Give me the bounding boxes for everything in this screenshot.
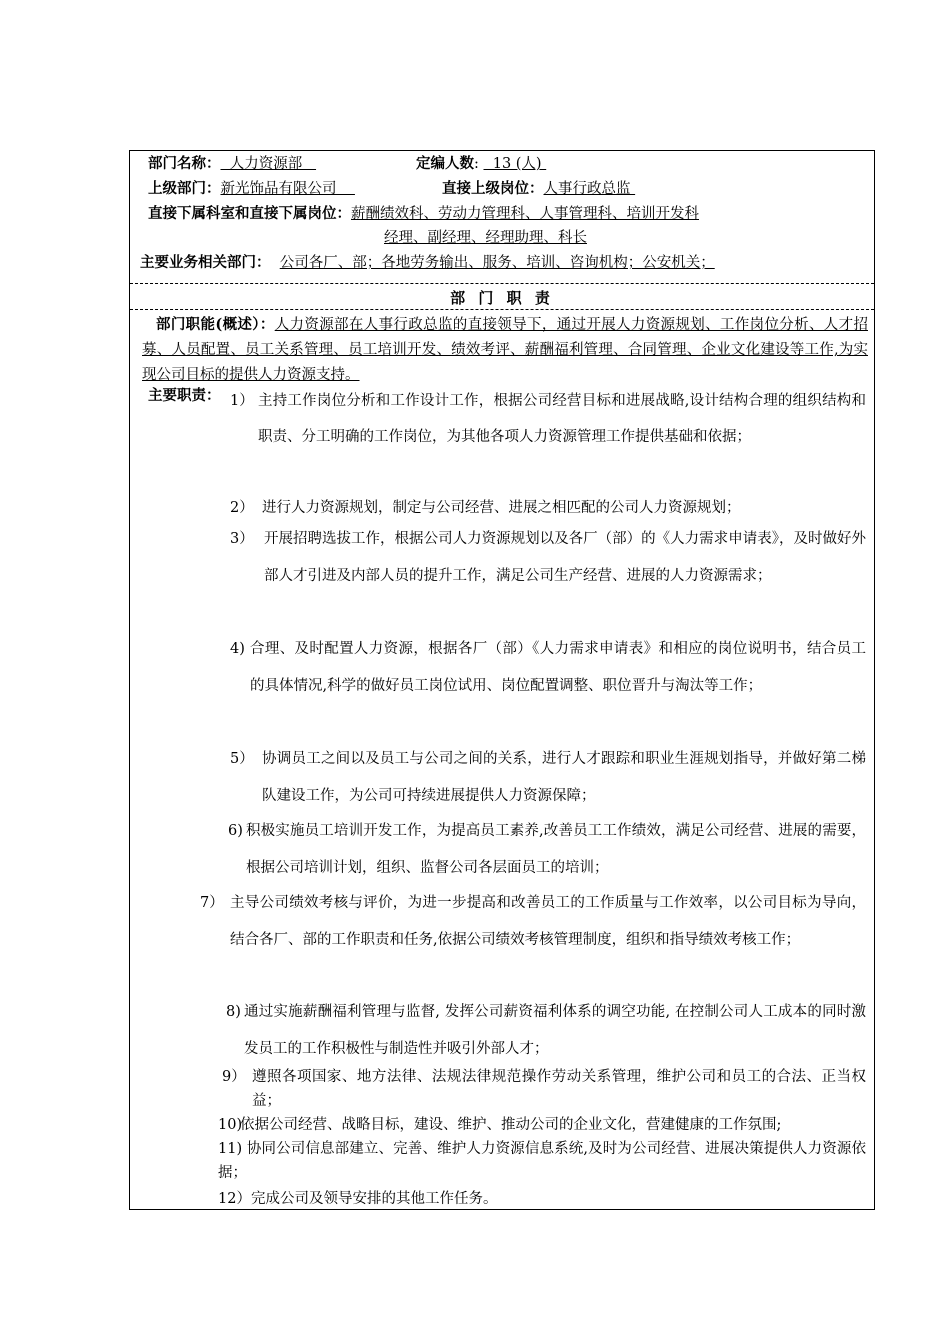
duty-text: 合理、及时配置人力资源，根据各厂（部）《人力需求申请表》和相应的岗位说明书，结合员工的具体情况,科学的做好员工岗位试用、岗位配置调整、职位晋升与淘汰等工作； — [250, 641, 866, 694]
duty-item-1 — [230, 383, 866, 455]
duty-text: 协同公司信息部建立、完善、维护人力资源信息系统,及时为公司经营、进展决策提供人力资源依据； — [218, 1141, 867, 1181]
duty-number: 1） — [230, 393, 254, 409]
duty-text: 进行人力资源规划，制定与公司经营、进展之相匹配的公司人力资源规划； — [262, 500, 741, 516]
related-depts-row — [140, 252, 715, 274]
duty-text: 积极实施员工培训开发工作，为提高员工素养,改善员工工作绩效，满足公司经营、进展的需要，根据公司培训计划，组织、监督公司各层面员工的培训； — [246, 823, 866, 876]
duty-item-8 — [226, 994, 866, 1068]
headcount-value: 13 (人) — [483, 156, 547, 172]
section-title: 部 门 职 责 — [450, 289, 554, 307]
duty-item-5 — [230, 741, 866, 815]
duty-item-3 — [230, 521, 866, 595]
duty-item-2 — [230, 491, 866, 525]
summary-paragraph — [142, 312, 868, 388]
duty-item-7 — [200, 885, 866, 959]
duty-number: 7） — [200, 895, 224, 911]
duties-label: 主要职责： — [148, 387, 221, 404]
subordinates-value-2: 经理、副经理、经理助理、科长 — [384, 230, 587, 246]
duty-number: 11) — [218, 1141, 243, 1157]
dept-name-label: 部门名称： — [148, 155, 221, 172]
duty-text: 协调员工之间以及员工与公司之间的关系，进行人才跟踪和职业生涯规划指导，并做好第二梯队建设工作，为公司可持续进展提供人力资源保障； — [262, 751, 866, 804]
related-depts-label: 主要业务相关部门： — [140, 254, 271, 271]
supervisor-label: 直接上级岗位： — [442, 180, 544, 197]
summary-text: 人力资源部在人事行政总监的直接领导下，通过开展人力资源规划、工作岗位分析、人才招募、人员配置、员工关系管理、员工培训开发、绩效考评、薪酬福利管理、合同管理、企业文化建设等工作,为实现公司目标的提供人力资源支持。 — [142, 317, 868, 383]
dept-name-row — [148, 153, 316, 175]
divider-bottom — [130, 309, 874, 310]
duty-text: 完成公司及领导安排的其他工作任务。 — [250, 1191, 498, 1207]
duty-number: 3） — [230, 531, 254, 547]
duty-text: 主持工作岗位分析和工作设计工作，根据公司经营目标和进展战略,设计结构合理的组织结构和职责、分工明确的工作岗位，为其他各项人力资源管理工作提供基础和依据； — [258, 393, 866, 445]
duty-text: 开展招聘选拔工作，根据公司人力资源规划以及各厂（部）的《人力需求申请表》，及时做好外部人才引进及内部人员的提升工作，满足公司生产经营、进展的人力资源需求； — [264, 531, 866, 584]
headcount-label: 定编人数 — [416, 155, 474, 172]
duty-number: 2） — [230, 500, 254, 516]
parent-dept-label: 上级部门： — [148, 180, 221, 197]
duty-text: 遵照各项国家、地方法律、法规法律规范操作劳动关系管理，维护公司和员工的合法、正当权益； — [252, 1069, 866, 1109]
divider-top — [130, 283, 874, 284]
duty-number: 9） — [222, 1069, 246, 1085]
subordinates-value-1: 薪酬绩效科、劳动力管理科、人事管理科、培训开发科 — [351, 206, 699, 222]
duty-number: 8) — [226, 1004, 241, 1020]
duty-text: 主导公司绩效考核与评价，为进一步提高和改善员工的工作质量与工作效率，以公司目标为导向，结合各厂、部的工作职责和任务,依据公司绩效考核管理制度，组织和指导绩效考核工作； — [230, 895, 866, 948]
headcount-sep: : — [474, 156, 484, 172]
duty-item-11 — [218, 1137, 866, 1185]
related-depts-value: 公司各厂、部；各地劳务输出、服务、培训、咨询机构；公安机关； — [279, 255, 715, 271]
dept-name-value: 人力资源部 — [220, 156, 317, 172]
duty-number: 10) — [218, 1117, 243, 1133]
duty-item-12 — [218, 1187, 866, 1211]
subordinates-row — [148, 203, 699, 225]
supervisor-value: 人事行政总监 — [543, 181, 636, 197]
job-description-table — [129, 150, 875, 1210]
duty-number: 5） — [230, 751, 254, 767]
duty-text: 通过实施薪酬福利管理与监督, 发挥公司薪资福利体系的调空功能, 在控制公司人工成本的同时激发员工的工作积极性与制造性并吸引外部人才； — [244, 1004, 866, 1057]
duty-item-9 — [222, 1065, 866, 1113]
parent-dept-row — [148, 178, 355, 200]
duty-item-6 — [228, 813, 866, 887]
subordinates-row-2 — [384, 227, 587, 249]
summary-label: 部门职能(概述）： — [156, 316, 275, 333]
duty-number: 4) — [230, 641, 245, 657]
duty-text: 依据公司经营、战略目标，建设、维护、推动公司的企业文化，营建健康的工作氛围; — [240, 1117, 782, 1133]
parent-dept-value: 新光饰品有限公司 — [220, 181, 355, 197]
duty-item-10 — [218, 1113, 866, 1137]
duty-item-4 — [230, 631, 866, 705]
headcount-row — [416, 153, 546, 175]
supervisor-row — [442, 178, 635, 200]
duty-number: 6) — [228, 823, 243, 839]
duty-number: 12） — [218, 1191, 251, 1207]
subordinates-label: 直接下属科室和直接下属岗位： — [148, 205, 351, 222]
